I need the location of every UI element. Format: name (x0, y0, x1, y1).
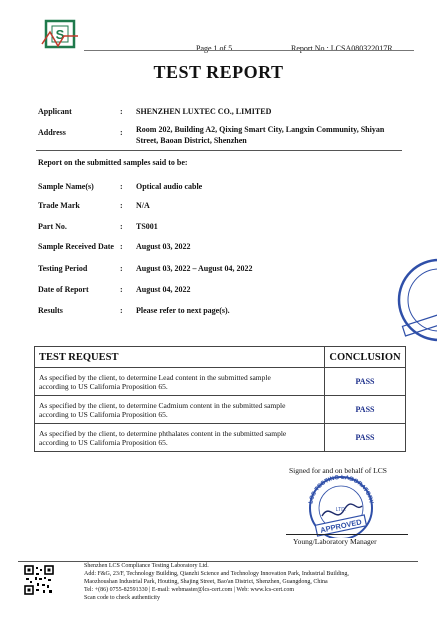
table-row (35, 396, 406, 424)
conclusion-header: CONCLUSION (325, 347, 406, 368)
field-label: Sample Received Date (38, 242, 114, 251)
conclusion-result: PASS (325, 368, 406, 396)
footer-contact: Tel: +(86) 0755-82591330 | E-mail: webmaster@lcs-cert.com | Web: www.lcs-cert.com (84, 587, 295, 593)
description-line: As specified by the client, to determine phthalates content in the submitted sample (39, 428, 287, 438)
description-line: As specified by the client, to determine Cadmium content in the submitted sample (39, 400, 286, 410)
signatory-role: Young/Laboratory Manager (293, 537, 377, 546)
description-line: according to US California Proposition 65. (39, 437, 168, 447)
request-description (35, 368, 325, 396)
address-line-2: Street, Baoan District, Shenzhen (136, 136, 247, 145)
table-row (35, 424, 406, 452)
field-value: August 03, 2022 – August 04, 2022 (136, 264, 253, 273)
page-number: Page 1 of 5 (196, 44, 233, 53)
address-label: Address (38, 128, 66, 137)
approved-stamp-side (395, 252, 437, 348)
test-request-table (34, 346, 406, 452)
field-label: Testing Period (38, 264, 88, 273)
colon: : (120, 107, 123, 116)
field-label: Part No. (38, 222, 67, 231)
colon: : (120, 285, 123, 294)
field-label: Trade Mark (38, 201, 80, 210)
table-header-row (35, 347, 406, 368)
colon: : (120, 182, 123, 191)
svg-text:LTD.: LTD. (335, 507, 347, 513)
description-line: according to US California Proposition 65. (39, 409, 168, 419)
colon: : (120, 222, 123, 231)
qr-code-icon[interactable] (24, 565, 54, 595)
footer-address-2: Maozhoushan Industrial Park, Houting, Shajing Street, Bao'an District, Shenzhen, Guangdong, China (84, 579, 328, 585)
colon: : (120, 306, 123, 315)
colon: : (120, 201, 123, 210)
svg-text:S: S (55, 27, 65, 42)
field-value: Optical audio cable (136, 182, 203, 191)
field-value: N/A (136, 201, 150, 210)
description-line: As specified by the client, to determine Lead content in the submitted sample (39, 372, 271, 382)
report-number: Report No.: LCSA080322017R (291, 44, 393, 53)
request-description (35, 396, 325, 424)
request-description (35, 424, 325, 452)
test-request-header: TEST REQUEST (35, 347, 325, 368)
field-label: Date of Report (38, 285, 89, 294)
field-label: Sample Name(s) (38, 182, 94, 191)
table-row (35, 368, 406, 396)
signature-line (286, 534, 408, 535)
conclusion-result: PASS (325, 424, 406, 452)
footer-scan-note: Scan code to check authenticity (84, 595, 160, 601)
page-title: TEST REPORT (153, 62, 284, 82)
colon: : (120, 264, 123, 273)
field-value: TS001 (136, 222, 158, 231)
divider (36, 150, 402, 151)
approved-stamp (300, 472, 382, 538)
signed-for-text: Signed for and on behalf of LCS (289, 466, 387, 475)
colon: : (120, 128, 123, 137)
applicant-label: Applicant (38, 107, 72, 116)
lcs-logo (40, 18, 80, 52)
footer-address-1: Add: F&G, 23/F, Technology Building, Qianzhi Science and Technology Innovation Park, Industrial Building, (84, 571, 349, 577)
field-value: Please refer to next page(s). (136, 306, 230, 315)
description-line: according to US California Proposition 65. (39, 381, 168, 391)
address-line-1: Room 202, Building A2, Qixing Smart City, Langxin Community, Shiyan (136, 125, 385, 134)
intro-text: Report on the submitted samples said to be: (38, 158, 188, 167)
address-value (136, 124, 384, 146)
conclusion-result: PASS (325, 396, 406, 424)
field-value: August 04, 2022 (136, 285, 191, 294)
svg-text:APPROVED: APPROVED (319, 517, 363, 535)
svg-text:LCS TESTING LABORATORY: LCS TESTING LABORATORY (308, 474, 374, 505)
footer-text (84, 562, 349, 602)
field-value: August 03, 2022 (136, 242, 191, 251)
field-label: Results (38, 306, 63, 315)
colon: : (120, 242, 123, 251)
applicant-value: SHENZHEN LUXTEC CO., LIMITED (136, 107, 272, 116)
footer-company: Shenzhen LCS Compliance Testing Laboratory Ltd. (84, 563, 209, 569)
header-rule (84, 50, 414, 51)
